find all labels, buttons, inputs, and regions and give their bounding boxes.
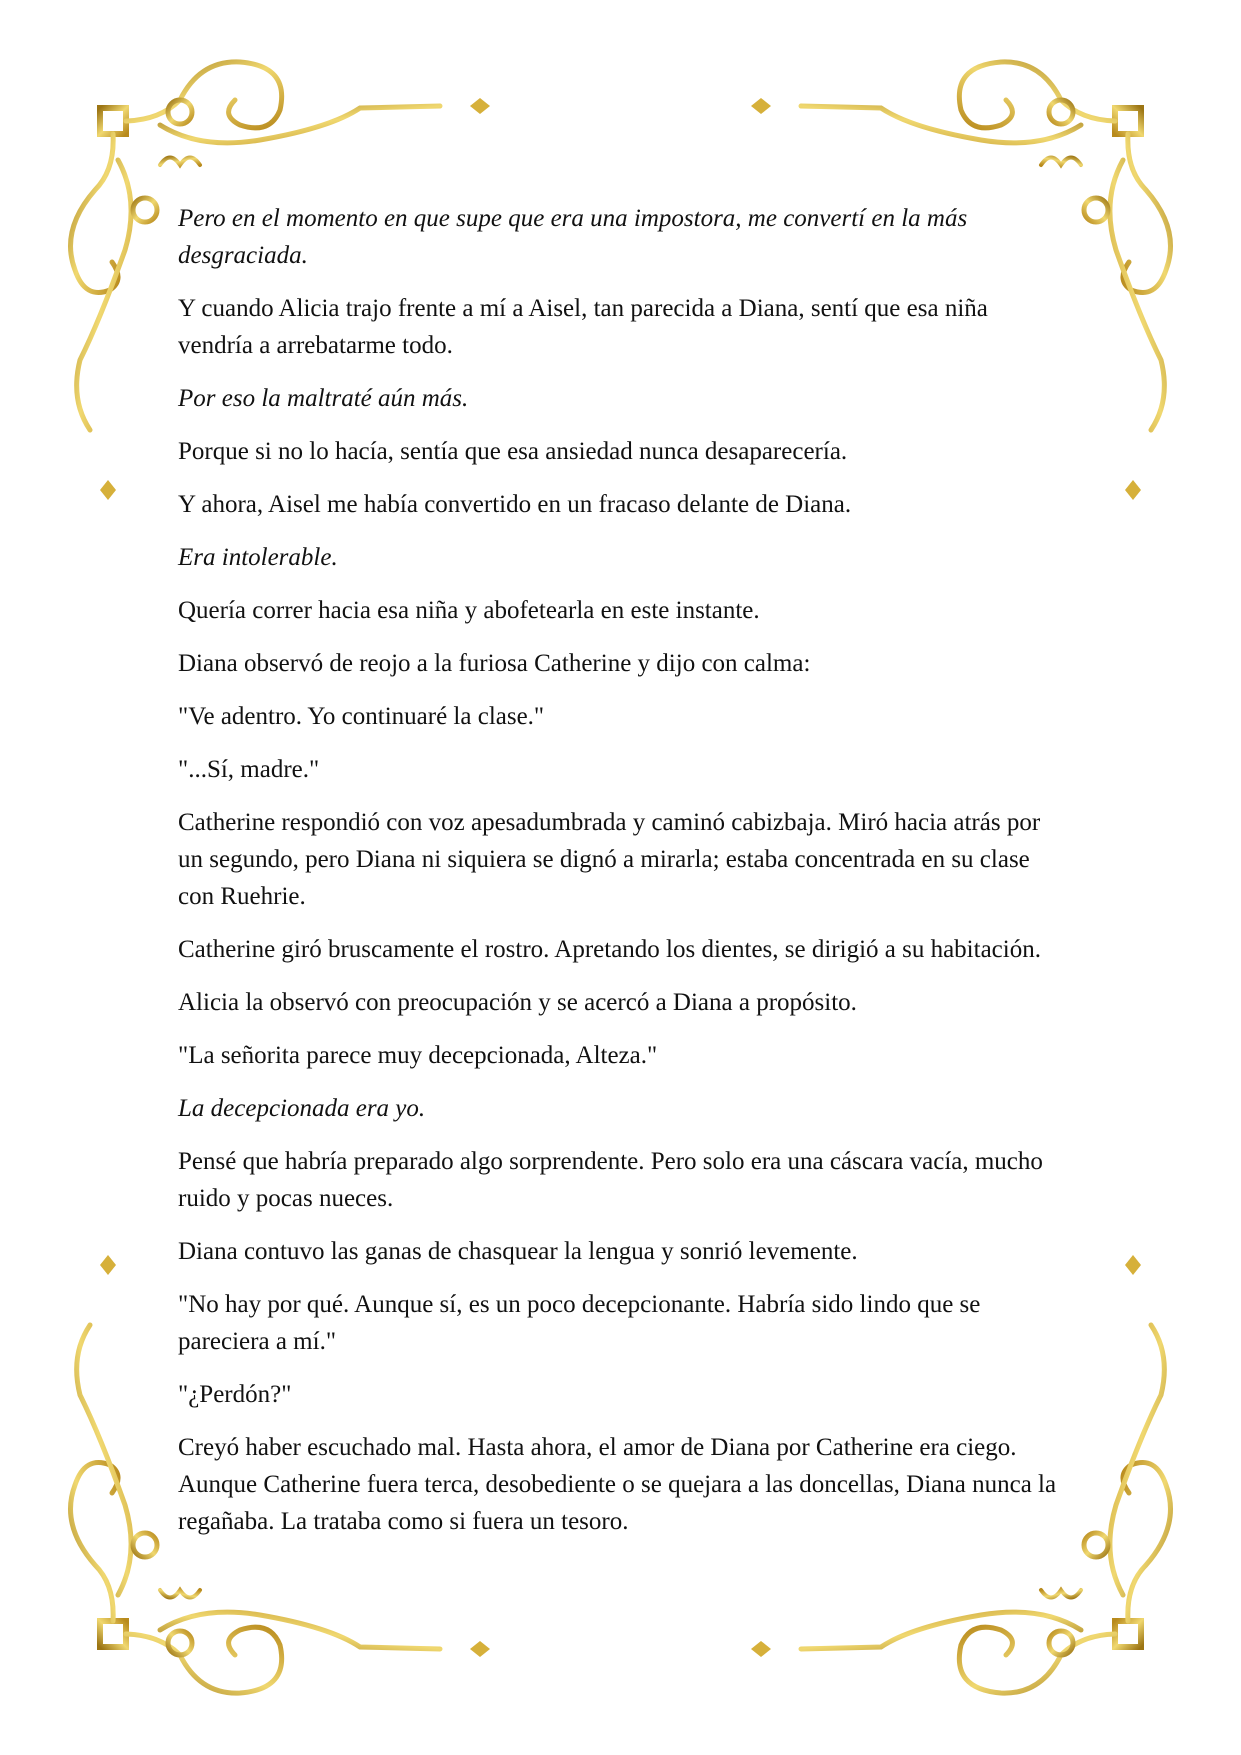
paragraph: "La señorita parece muy decepcionada, Alteza." <box>178 1042 658 1069</box>
paragraph: "...Sí, madre." <box>178 756 320 783</box>
paragraph: Y cuando Alicia trajo frente a mí a Aisel, tan parecida a Diana, sentí que esa niña vendría a arrebatarme todo. <box>178 295 988 359</box>
paragraph: "No hay por qué. Aunque sí, es un poco decepcionante. Habría sido lindo que se pareciera a mí." <box>178 1291 981 1355</box>
paragraph: Por eso la maltraté aún más. <box>178 385 469 412</box>
paragraph: Alicia la observó con preocupación y se acercó a Diana a propósito. <box>178 989 857 1016</box>
paragraph: Catherine respondió con voz apesadumbrada y caminó cabizbaja. Miró hacia atrás por un segundo, pero Diana ni siquiera se dignó a mirarla; estaba concentrada en su clase con Ruehrie. <box>178 809 1041 910</box>
paragraph: Quería correr hacia esa niña y abofetearla en este instante. <box>178 597 760 624</box>
paragraph: Pero en el momento en que supe que era una impostora, me convertí en la más desgraciada. <box>178 205 968 269</box>
paragraph: Creyó haber escuchado mal. Hasta ahora, el amor de Diana por Catherine era ciego. Aunque Catherine fuera terca, desobediente o se quejara a las doncellas, Diana nunca la regañaba. La trataba como si fuera un tesoro. <box>178 1434 1057 1535</box>
paragraph: Y ahora, Aisel me había convertido en un fracaso delante de Diana. <box>178 491 852 518</box>
paragraph: "¿Perdón?" <box>178 1381 292 1408</box>
paragraph: Pensé que habría preparado algo sorprendente. Pero solo era una cáscara vacía, mucho ruido y pocas nueces. <box>178 1148 1043 1212</box>
paragraph: La decepcionada era yo. <box>178 1095 426 1122</box>
paragraph: "Ve adentro. Yo continuaré la clase." <box>178 703 545 730</box>
paragraph: Catherine giró bruscamente el rostro. Apretando los dientes, se dirigió a su habitación. <box>178 936 1041 963</box>
paragraph: Porque si no lo hacía, sentía que esa ansiedad nunca desaparecería. <box>178 438 848 465</box>
paragraph: Diana contuvo las ganas de chasquear la lengua y sonrió levemente. <box>178 1238 858 1265</box>
page-text <box>178 200 1063 1556</box>
paragraph: Era intolerable. <box>178 544 338 571</box>
paragraph: Diana observó de reojo a la furiosa Catherine y dijo con calma: <box>178 650 811 677</box>
